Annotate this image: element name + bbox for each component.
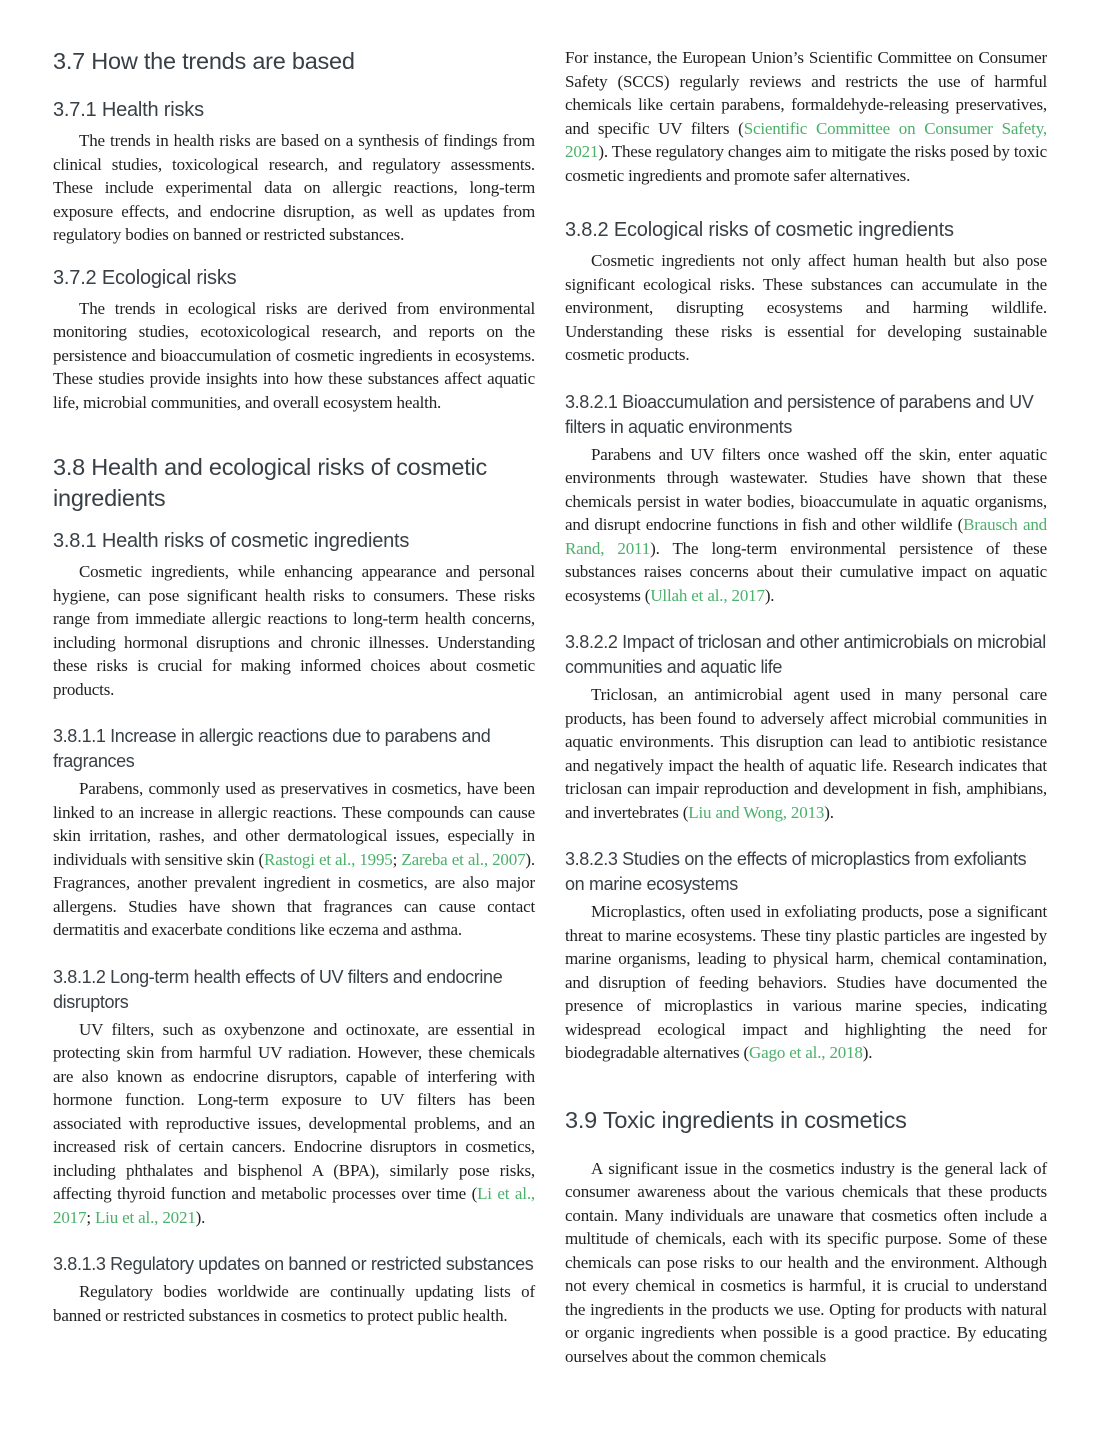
- citation-link[interactable]: Li et al., 2017: [53, 1184, 535, 1227]
- text-run: ). The long-term environmental persistence of these substances raises concerns about their cumulative impact on aquatic ecosystems (: [565, 538, 1047, 605]
- citation-link[interactable]: Gago et al., 2018: [749, 1043, 863, 1062]
- text-run: ).: [764, 585, 775, 605]
- paragraph-regulatory-updates: [53, 1280, 535, 1327]
- paragraph-toxic-ingredients: [565, 1157, 1047, 1369]
- paragraph-ecological-risks-cosmetic: [565, 249, 1047, 367]
- left-column: [53, 46, 535, 1368]
- section-heading-3-8-1-3: 3.8.1.3 Regulatory updates on banned or restricted substances: [53, 1254, 534, 1274]
- text-run: ;: [392, 849, 402, 869]
- text-run: Triclosan, an antimicrobial agent used in many personal care products, has been found to adversely affect microbial communities in aquatic environments. This disruption can lead to antibiotic resistance and negatively impact the health of aquatic life. Research indicates that triclosan can impair reproduction and development in fish, amphibians, and invertebrates (: [565, 685, 1047, 822]
- section-heading-3-8-2-1: 3.8.2.1 Bioaccumulation and persistence of parabens and UV filters in aquatic environments: [565, 391, 1034, 437]
- text-run: Microplastics, often used in exfoliating products, pose a significant threat to marine ecosystems. These tiny plastic particles are ingested by marine organisms, leading to physical harm, chemical contamination, and disruption of feeding behaviors. Studies have documented the presence of microplastics in various marine species, indicating widespread ecological impact and highlighting the need for biodegradable alternatives (: [565, 902, 1047, 1062]
- text-run: Parabens, commonly used as preservatives in cosmetics, have been linked to an increase in allergic reactions. These compounds can cause skin irritation, rashes, and other dermatological issues, especially in individuals with sensitive skin (: [53, 779, 535, 869]
- paragraph-uv-filters: [53, 1018, 535, 1230]
- citation-link[interactable]: Brausch and Rand, 2011: [565, 515, 1047, 558]
- section-heading-3-8-2: 3.8.2 Ecological risks of cosmetic ingredients: [565, 219, 954, 241]
- section-heading-3-8-2-2: 3.8.2.2 Impact of triclosan and other antimicrobials on microbial communities and aquatic life: [565, 632, 1046, 677]
- section-heading-3-7-2: 3.7.2 Ecological risks: [53, 266, 237, 289]
- section-heading-3-8-1-1: 3.8.1.1 Increase in allergic reactions due to parabens and fragrances: [53, 726, 491, 771]
- paragraph-ecological-risk-trends: [53, 297, 535, 415]
- text-run: UV filters, such as oxybenzone and octinoxate, are essential in protecting skin from harmful UV radiation. However, these chemicals are also known as endocrine disruptors, capable of interfering with hormone function. Long-term exposure to UV filters has been associated with reproductive issues, developmental problems, and an increased risk of certain cancers. Endocrine disruptors in cosmetics, including phthalates and bisphenol A (BPA), similarly pose risks, affecting thyroid function and metabolic processes over time (: [53, 1019, 535, 1203]
- text-run: The trends in health risks are based on a synthesis of findings from clinical studies, toxicological research, and regulatory assessments. These include experimental data on allergic reactions, long-term exposure effects, and endocrine disruption, as well as updates from regulatory bodies on banned or restricted substances.: [53, 131, 535, 244]
- paragraph-microplastics: [565, 900, 1047, 1065]
- section-heading-3-8-1-2: 3.8.1.2 Long-term health effects of UV filters and endocrine disruptors: [53, 966, 503, 1012]
- paragraph-health-risks-cosmetic: [53, 560, 535, 701]
- text-run: ).: [195, 1207, 206, 1227]
- paragraph-bioaccumulation: [565, 443, 1047, 608]
- section-heading-3-7: 3.7 How the trends are based: [53, 48, 355, 74]
- paragraph-triclosan: [565, 683, 1047, 824]
- section-heading-3-8-1: 3.8.1 Health risks of cosmetic ingredients: [53, 530, 410, 552]
- text-run: Parabens and UV filters once washed off the skin, enter aquatic environments through wastewater. Studies have shown that these chemicals persist in water bodies, bioaccumulate in aquatic organisms, and disrupt endocrine functions in fish and other wildlife (: [565, 444, 1047, 534]
- text-run: ). Fragrances, another prevalent ingredient in cosmetics, are also major allergens. Studies have shown that fragrances can cause contact dermatitis and exacerbate conditions like eczema and asthma.: [53, 849, 535, 939]
- text-run: The trends in ecological risks are derived from environmental monitoring studies, ecotoxicological research, and reports on the persistence and bioaccumulation of cosmetic ingredients in ecosystems. These studies provide insights into how these substances affect aquatic life, microbial communities, and overall ecosystem health.: [53, 298, 535, 412]
- citation-link[interactable]: Liu et al., 2021: [94, 1207, 196, 1227]
- section-heading-3-8-2-3: 3.8.2.3 Studies on the effects of microplastics from exfoliants on marine ecosystems: [565, 849, 1027, 894]
- section-heading-3-8: 3.8 Health and ecological risks of cosmetic ingredients: [53, 454, 487, 511]
- text-run: ).: [824, 802, 834, 822]
- citation-link[interactable]: Rastogi et al., 1995: [264, 849, 393, 869]
- citation-link[interactable]: Ullah et al., 2017: [650, 585, 765, 605]
- paragraph-allergic-reactions: [53, 777, 535, 942]
- text-run: A significant issue in the cosmetics industry is the general lack of consumer awareness about the various chemicals that these products contain. Many individuals are unaware that cosmetics often include a multitude of chemicals, each with its specific purpose. Some of these chemicals can pose risks to our health and the environment. Although not every chemical in cosmetics is harmful, it is crucial to understand the ingredients in the products we use. Opting for products with natural or organic ingredients when possible is a good practice. By educating ourselves about the common chemicals: [565, 1158, 1047, 1366]
- text-run: Cosmetic ingredients, while enhancing appearance and personal hygiene, can pose significant health risks to consumers. These risks range from immediate allergic reactions to long-term health concerns, including hormonal disruptions and chronic illnesses. Understanding these risks is crucial for making informed choices about cosmetic products.: [53, 562, 535, 699]
- right-column: [565, 46, 1047, 1368]
- text-run: For instance, the European Union’s Scientific Committee on Consumer Safety (SCCS) regularly reviews and restricts the use of harmful chemicals like certain parabens, formaldehyde-releasing preservatives, and specific UV filters (: [565, 48, 1047, 138]
- citation-link[interactable]: Liu and Wong, 2013: [688, 802, 825, 822]
- text-run: Cosmetic ingredients not only affect human health but also pose significant ecological risks. These substances can accumulate in the environment, disrupting ecosystems and harming wildlife. Understanding these risks is essential for developing sustainable cosmetic products.: [565, 251, 1047, 364]
- paragraph-sccs-continuation: [565, 46, 1047, 187]
- citation-link[interactable]: Scientific Committee on Consumer Safety, 2021: [565, 118, 1047, 161]
- text-run: ). These regulatory changes aim to mitigate the risks posed by toxic cosmetic ingredients and promote safer alternatives.: [565, 142, 1047, 185]
- text-run: ;: [86, 1207, 95, 1227]
- section-heading-3-9: 3.9 Toxic ingredients in cosmetics: [565, 1106, 907, 1133]
- text-run: ).: [862, 1043, 873, 1062]
- text-run: Regulatory bodies worldwide are continually updating lists of banned or restricted substances in cosmetics to protect public health.: [53, 1282, 535, 1325]
- section-heading-3-7-1: 3.7.1 Health risks: [53, 99, 204, 121]
- paragraph-health-risk-trends: [53, 129, 535, 247]
- citation-link[interactable]: Zareba et al., 2007: [401, 849, 526, 869]
